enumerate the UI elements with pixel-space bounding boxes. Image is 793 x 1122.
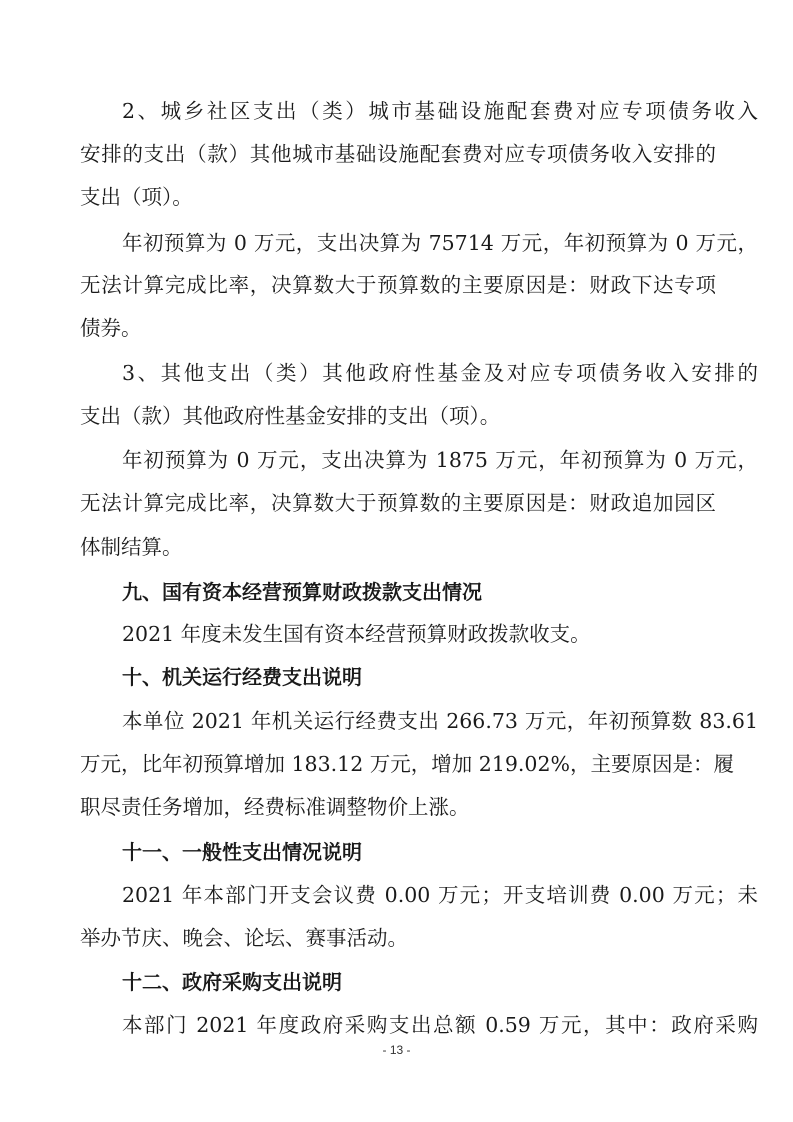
item-2-body-line-1: 年初预算为 0 万元，支出决算为 75714 万元，年初预算为 0 万元， xyxy=(122,231,758,255)
item-2-title-line-2: 安排的支出（款）其他城市基础设施配套费对应专项债务收入安排的 xyxy=(80,142,716,166)
item-2-body-line-2: 无法计算完成比率，决算数大于预算数的主要原因是：财政下达专项 xyxy=(80,273,716,297)
section-9-body-line-1: 2021 年度未发生国有资本经营预算财政拨款收支。 xyxy=(122,622,591,646)
section-11-heading: 十一、一般性支出情况说明 xyxy=(122,840,362,864)
item-3-body-line-2: 无法计算完成比率，决算数大于预算数的主要原因是：财政追加园区 xyxy=(80,491,716,515)
section-12-body-line-1: 本部门 2021 年度政府采购支出总额 0.59 万元，其中：政府采购 xyxy=(122,1013,758,1037)
item-3-title-line-1: 3、其他支出（类）其他政府性基金及对应专项债务收入安排的 xyxy=(122,361,758,385)
item-3-title-line-2: 支出（款）其他政府性基金安排的支出（项）。 xyxy=(80,404,501,428)
item-2-title-line-1: 2、城乡社区支出（类）城市基础设施配套费对应专项债务收入 xyxy=(122,99,758,123)
section-11-body-line-1: 2021 年本部门开支会议费 0.00 万元；开支培训费 0.00 万元；未 xyxy=(122,883,758,907)
section-9-heading: 九、国有资本经营预算财政拨款支出情况 xyxy=(122,580,482,604)
item-2-title-line-3: 支出（项）。 xyxy=(80,185,193,209)
item-3-body-line-3: 体制结算。 xyxy=(80,535,183,559)
section-10-body-line-3: 职尽责任务增加，经费标准调整物价上涨。 xyxy=(80,795,470,819)
section-10-heading: 十、机关运行经费支出说明 xyxy=(122,665,362,689)
section-10-body-line-1: 本单位 2021 年机关运行经费支出 266.73 万元，年初预算数 83.61 xyxy=(122,709,758,733)
section-10-body-line-2: 万元，比年初预算增加 183.12 万元，增加 219.02%，主要原因是：履 xyxy=(80,752,734,776)
item-3-body-line-1: 年初预算为 0 万元，支出决算为 1875 万元，年初预算为 0 万元， xyxy=(122,448,758,472)
section-12-heading: 十二、政府采购支出说明 xyxy=(122,970,342,994)
section-11-body-line-2: 举办节庆、晚会、论坛、赛事活动。 xyxy=(80,926,408,950)
page-number: - 13 - xyxy=(382,1043,411,1057)
item-2-body-line-3: 债券。 xyxy=(80,316,142,340)
